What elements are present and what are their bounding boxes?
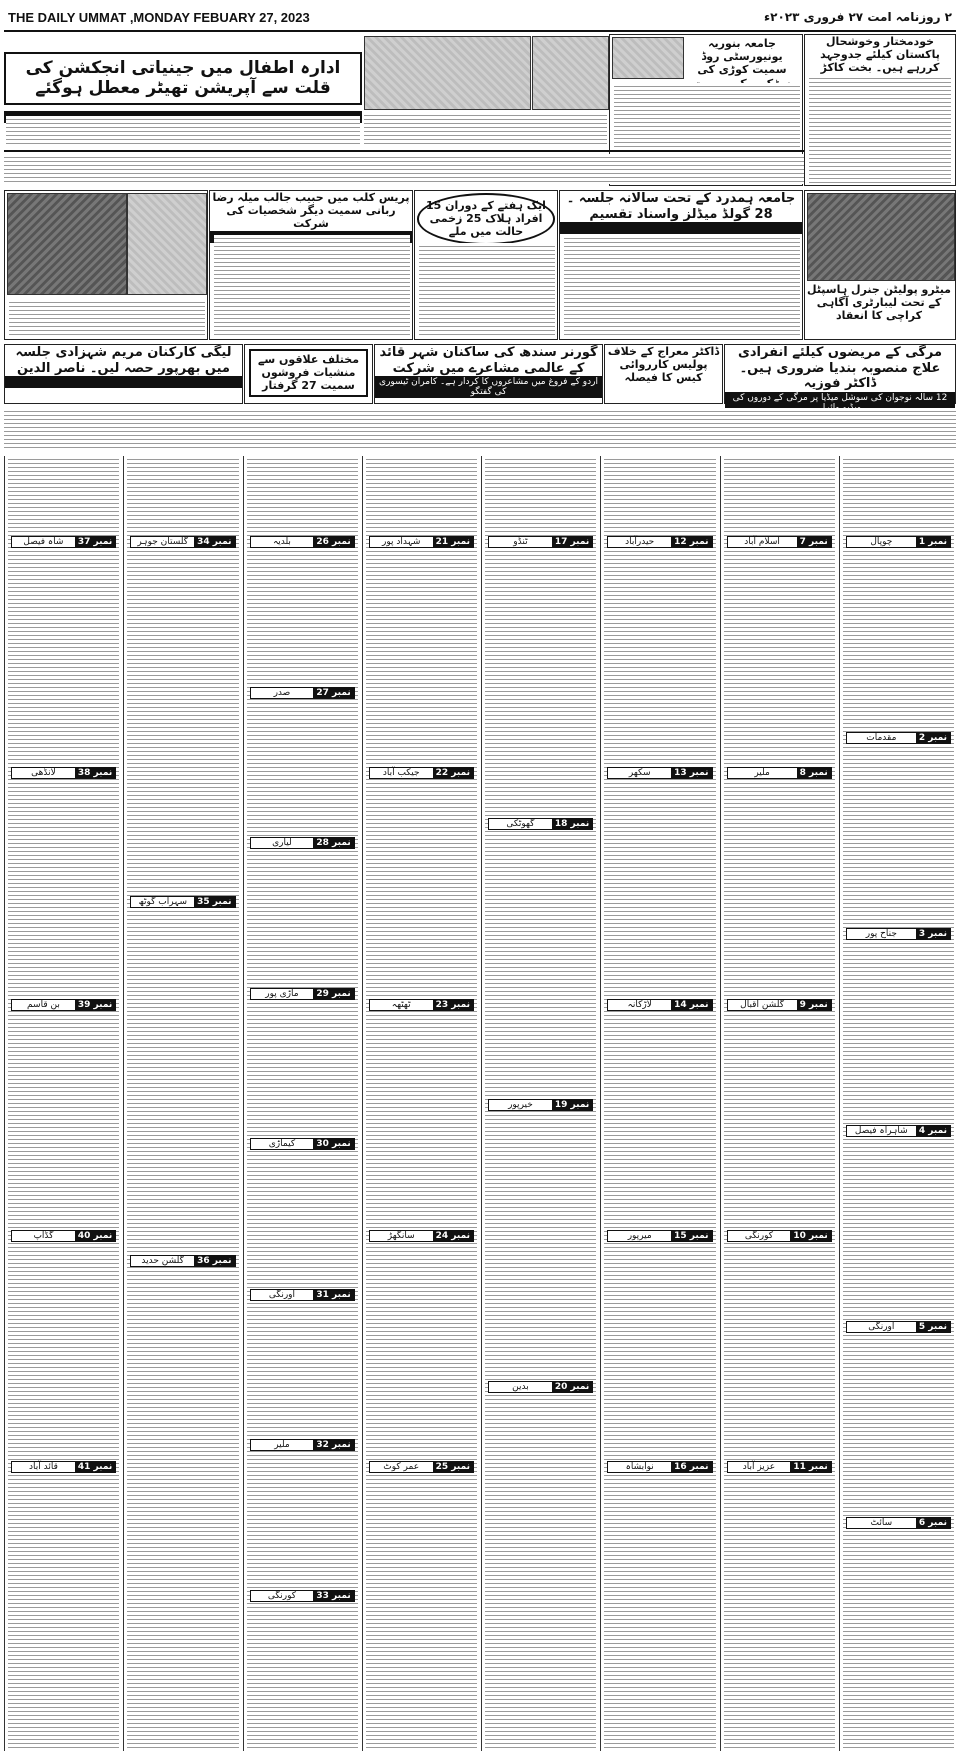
tag-label: اورنگی [268,1290,296,1300]
tag-number: نمبر 4 [916,1126,950,1136]
story-hamdard [559,190,803,340]
tag-label: شہداد پور [381,537,421,547]
tag-label: خیرپور [508,1100,533,1110]
column-section-tag [11,1461,116,1473]
column-section-tag [250,1289,355,1301]
story-epilepsy [724,344,956,404]
story-headline: جامعہ بنوریہ یونیورسٹی روڈ سمیت کوڑی کی [697,37,787,77]
story-governor-mushaira [374,344,603,404]
story-league-workers [4,344,243,404]
column-section-tag [846,536,951,548]
news-photo [612,37,684,79]
story-body [809,75,951,183]
tag-number: نمبر 27 [313,688,353,698]
column-section-tag [369,536,474,548]
story-body [564,235,800,337]
column-section-tag [250,1590,355,1602]
column-section-tag [250,687,355,699]
column-section-tag [369,999,474,1011]
story-headline: میٹرو پولیٹن جنرل ہاسپٹل کے تحت لیبارٹری آگاہی کراچی کا انعقاد [807,283,951,323]
column-section-tag [607,1230,712,1242]
story-headline: ایک ہفتے کے دوران 15 افراد ہلاک 25 زخمی حالت میں ملے [417,193,555,245]
group-photo [7,193,127,295]
tag-number: نمبر 15 [671,1231,711,1241]
tag-label: شاہراہ فیصل [854,1126,908,1136]
column-section-tag [11,1230,116,1242]
tag-number: نمبر 21 [433,537,473,547]
tag-label: شاہ فیصل [23,537,64,547]
columns-area [4,456,956,1751]
tag-number: نمبر 29 [313,989,353,999]
tag-number: نمبر 13 [671,768,711,778]
tag-label: ٹنڈو [513,537,528,547]
tag-label: لیاری [272,838,292,848]
news-column [362,456,479,1751]
tag-label: کورنگی [744,1231,774,1241]
tag-label: چوپال [870,537,893,547]
tag-number: نمبر 38 [75,768,115,778]
story-weekly-deaths [414,190,558,340]
column-section-tag [727,536,832,548]
tag-label: لاڑکانہ [627,1000,652,1010]
tag-label: سکھر [628,768,651,778]
column-section-tag [250,536,355,548]
rally-photo [807,193,955,281]
tag-number: نمبر 35 [194,897,234,907]
tag-label: گلشن اقبال [740,1000,784,1010]
column-section-tag [130,1255,235,1267]
column-section-tag [607,1461,712,1473]
tag-number: نمبر 24 [433,1231,473,1241]
second-band [4,190,956,340]
column-section-tag [727,999,832,1011]
column-section-tag [11,999,116,1011]
tag-label: کیماڑی [268,1139,296,1149]
section-band [4,344,956,452]
tag-label: حیدرآباد [625,537,655,547]
story-headline: مرگی کے مریضوں کیلئے انفرادی علاج منصوبہ بندیا ضروری ہیں۔ ڈاکٹر فوزیہ [737,345,943,392]
tag-number: نمبر 7 [797,537,831,547]
tag-label: سائٹ [870,1518,893,1528]
tag-number: نمبر 19 [552,1100,592,1110]
story-dr-meraj [604,344,723,404]
tag-label: مقدمات [866,733,897,743]
tag-number: نمبر 11 [790,1462,830,1472]
tag-number: نمبر 5 [916,1322,950,1332]
tag-number: نمبر 37 [75,537,115,547]
tag-number: نمبر 30 [313,1139,353,1149]
column-body [247,456,358,1751]
column-section-tag [846,1125,951,1137]
column-section-tag [727,767,832,779]
news-column [839,456,956,1751]
column-body [127,456,238,1751]
document-photo [364,36,531,110]
column-body [366,456,477,1751]
column-section-tag [250,837,355,849]
column-section-tag [369,1461,474,1473]
tag-label: گھوٹکی [506,819,535,829]
portrait-photo [127,193,207,295]
tag-label: بدین [512,1382,529,1392]
tag-label: ملیر [274,1440,290,1450]
column-section-tag [846,732,951,744]
photo-block-left [4,190,208,340]
column-section-tag [607,536,712,548]
story-headline: لیگی کارکنان مریم شہزادی جلسہ میں بھرپور حصہ لیں۔ ناصر الدین [15,345,232,376]
tag-number: نمبر 20 [552,1382,592,1392]
column-section-tag [250,1439,355,1451]
tag-label: گلستان جوہر [137,537,189,547]
newspaper-page [4,4,956,1751]
story-body [214,235,410,337]
tag-label: میرپور [627,1231,652,1241]
tag-number: نمبر 40 [75,1231,115,1241]
medicine-bottle-photo [532,36,609,110]
column-section-tag [727,1230,832,1242]
story-body [6,116,360,144]
column-body [724,456,835,1751]
news-column [481,456,598,1751]
column-body [8,456,119,1751]
tag-label: لانڈھی [31,768,56,778]
tag-number: نمبر 16 [671,1462,711,1472]
column-section-tag [369,1230,474,1242]
tag-number: نمبر 28 [313,838,353,848]
column-section-tag [488,536,593,548]
tag-label: سانگھڑ [387,1231,415,1241]
column-section-tag [369,767,474,779]
top-band [4,34,956,186]
tag-number: نمبر 3 [916,929,950,939]
story-headline: گورنر سندھ کی ساکنان شہر قائد کے عالمی مشاعرے میں شرکت [379,345,598,376]
column-section-tag [846,928,951,940]
tag-label: صدر [273,688,291,698]
column-section-tag [607,999,712,1011]
tag-number: نمبر 18 [552,819,592,829]
tag-label: بلدیہ [272,537,291,547]
tag-label: بن قاسم [27,1000,60,1010]
tag-label: جیکب آباد [382,768,420,778]
tag-number: نمبر 14 [671,1000,711,1010]
story-headline: ڈاکٹر معراج کے خلاف پولیس کارروائی کیس کا فیصلہ [607,345,720,385]
tag-number: نمبر 41 [75,1462,115,1472]
story-headline: جامعہ ہمدرد کے تحت سالانہ جلسہ ۔ 28 گولڈ میڈلز واسناد تقسیم [566,191,796,222]
tag-number: نمبر 10 [790,1231,830,1241]
lead-headline: ادارہ اطفال میں جینیاتی انجکشن کی قلت سے آپریشن تھیٹر معطل ہوگئے [4,52,362,105]
tag-number: نمبر 6 [916,1518,950,1528]
column-section-tag [607,767,712,779]
tag-number: نمبر 31 [313,1290,353,1300]
tag-number: نمبر 25 [433,1462,473,1472]
caption [9,299,205,337]
tag-number: نمبر 9 [797,1000,831,1010]
news-column [600,456,717,1751]
tag-number: نمبر 23 [433,1000,473,1010]
column-body [843,456,954,1751]
column-section-tag [488,818,593,830]
news-column [243,456,360,1751]
story-headline: پریس کلب میں حبیب جالب میلہ رضا ربانی سمیت دیگر شخصیات کی شرکت [212,191,410,231]
tag-label: کورنگی [267,1591,297,1601]
tag-number: نمبر 33 [313,1591,353,1601]
tag-number: نمبر 12 [671,537,711,547]
column-section-tag [727,1461,832,1473]
story-headline: مختلف علاقوں سے منشیات فروشوں سمیت 27 گرفتار [249,349,368,397]
tag-number: نمبر 22 [433,768,473,778]
story-body [419,243,555,337]
story-press-club [209,190,413,340]
column-section-tag [11,767,116,779]
story-subhead: اردو کے فروغ میں مشاعروں کا کردار ہے۔ کامران ٹیسوری کی گفتگو [375,376,602,398]
column-section-tag [250,1138,355,1150]
column-section-tag [846,1321,951,1333]
column-section-tag [130,896,235,908]
tag-label: گلشن حدید [141,1256,184,1266]
news-column [4,456,121,1751]
column-section-tag [130,536,235,548]
masthead [4,4,956,32]
story-body-cont [364,112,607,146]
tag-label: ماڑی پور [265,989,299,999]
masthead-english: THE DAILY UMMAT ,MONDAY FEBUARY 27, 2023 [8,9,310,25]
news-column [123,456,240,1751]
story-subhead: 12 سالہ نوجوان کی سوشل میڈیا پر مرگی کے دوروں کی [725,392,955,414]
tag-number: نمبر 34 [194,537,234,547]
tag-number: نمبر 17 [552,537,592,547]
tag-label: نوابشاہ [625,1462,654,1472]
column-section-tag [488,1381,593,1393]
story-body-strip [4,154,804,184]
story-bakht-kakar [804,34,956,186]
story-headline: خودمختار وخوشحال پاکستان کیلئے جدوجہد کررہے ہیں۔ بخت کاکڑ [820,35,940,75]
tag-label: اورنگی [868,1322,895,1332]
tag-label: اسلام آباد [744,537,780,547]
story-metropolitan [804,190,956,340]
tag-number: نمبر 39 [75,1000,115,1010]
column-section-tag [250,988,355,1000]
story-arrests [244,344,373,404]
tag-label: قائد آباد [29,1462,58,1472]
tag-number: نمبر 32 [313,1440,353,1450]
tag-label: عزیز آباد [742,1462,776,1472]
column-section-tag [488,1099,593,1111]
column-section-tag [11,536,116,548]
tag-label: گڈاپ [33,1231,54,1241]
tag-number: نمبر 1 [916,537,950,547]
tag-label: سہراب گوٹھ [138,897,188,907]
tag-label: عمر کوٹ [383,1462,420,1472]
story-lead-injection [4,34,362,146]
tag-number: نمبر 8 [797,768,831,778]
news-column [720,456,837,1751]
section-body [4,408,956,450]
column-body [604,456,715,1751]
tag-number: نمبر 26 [313,537,353,547]
tag-number: نمبر 36 [194,1256,234,1266]
masthead-urdu: ۲ روزنامہ امت ۲۷ فروری ۲۰۲۳ء [764,10,952,24]
tag-label: ملیر [754,768,770,778]
tag-number: نمبر 2 [916,733,950,743]
tag-label: ٹھٹھہ [391,1000,411,1010]
column-section-tag [846,1517,951,1529]
tag-label: جناح پور [865,929,897,939]
